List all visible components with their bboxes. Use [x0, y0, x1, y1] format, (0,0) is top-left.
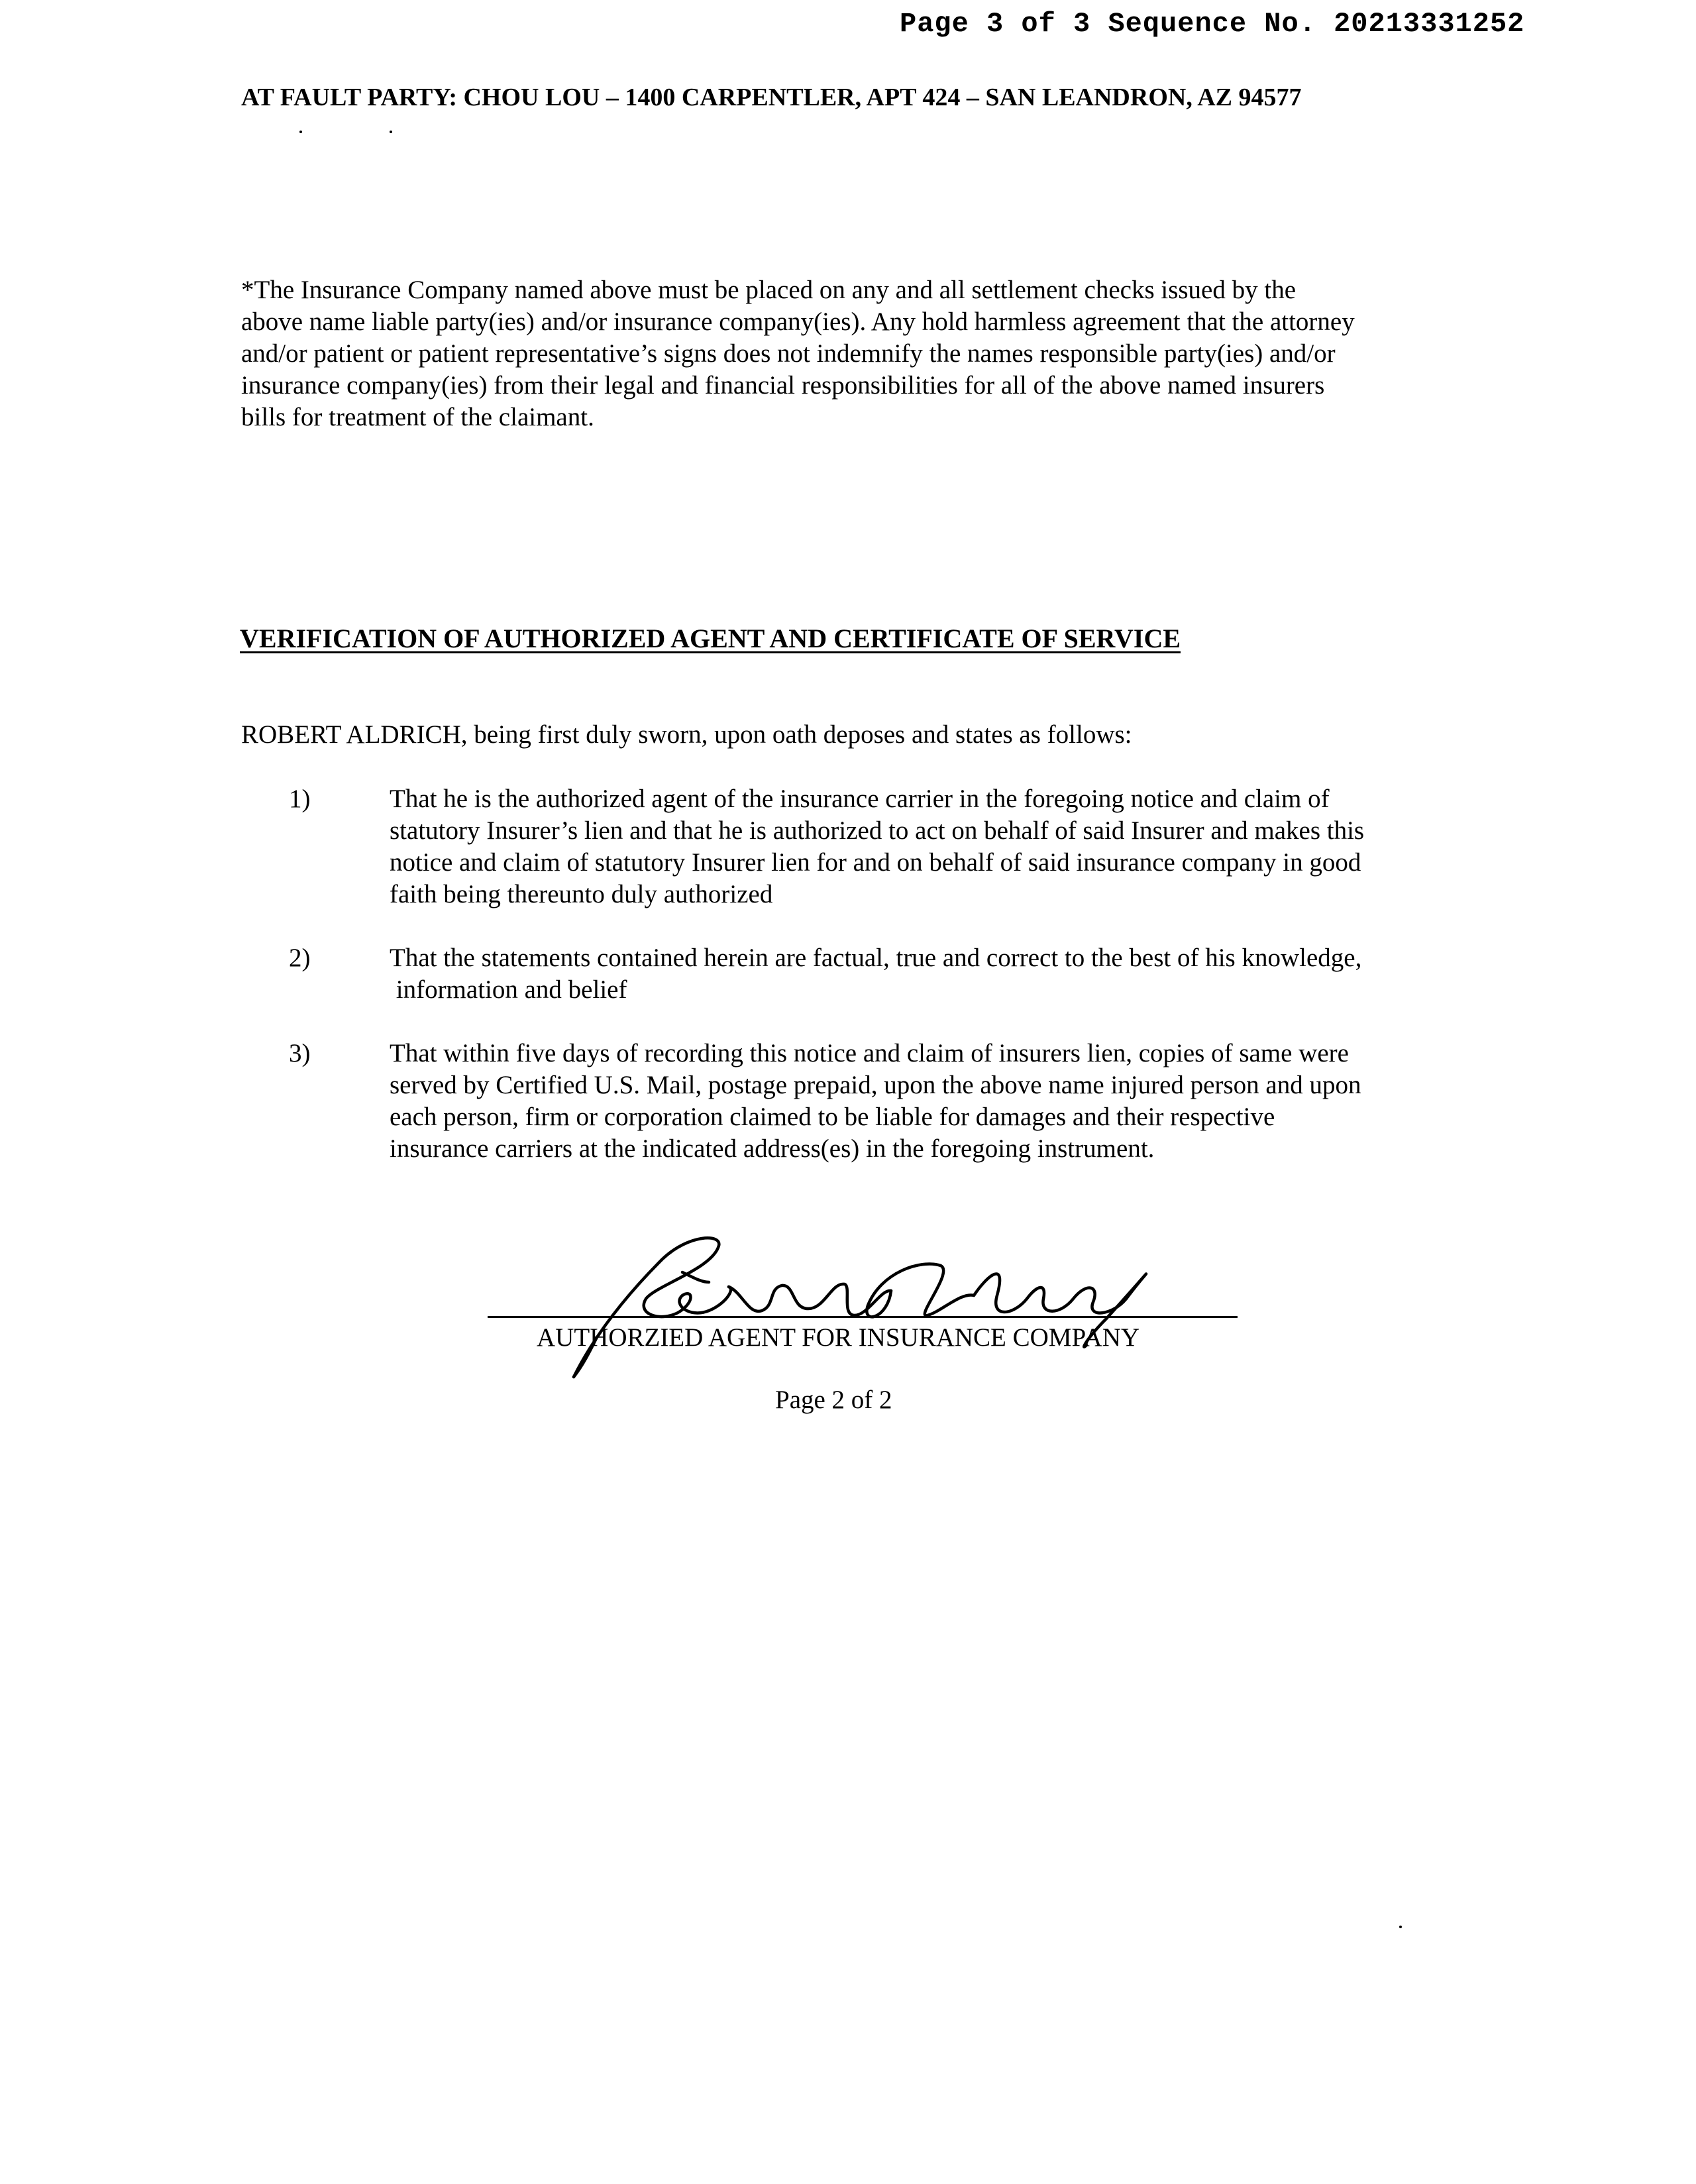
disclaimer-line: and/or patient or patient representative’s signs does not indemnify the names responsible party(ies) and/or — [241, 339, 1336, 368]
page-number: Page 2 of 2 — [775, 1386, 892, 1414]
signature-caption: AUTHORZIED AGENT FOR INSURANCE COMPANY — [537, 1323, 1140, 1352]
item-number: 2) — [289, 944, 311, 972]
disclaimer-line: insurance company(ies) from their legal and financial responsibilities for all of the above named insurers — [241, 371, 1325, 400]
oath-statement: ROBERT ALDRICH, being first duly sworn, upon oath deposes and states as follows: — [241, 720, 1132, 749]
scan-speck — [1399, 1926, 1402, 1928]
disclaimer-line: *The Insurance Company named above must be placed on any and all settlement checks issued by the — [241, 276, 1297, 304]
item-line: each person, firm or corporation claimed to be liable for damages and their respective — [390, 1103, 1275, 1131]
item-number: 3) — [289, 1039, 311, 1067]
item-line: faith being thereunto duly authorized — [390, 880, 773, 908]
item-number: 1) — [289, 785, 311, 813]
verification-heading: VERIFICATION OF AUTHORIZED AGENT AND CERTIFICATE OF SERVICE — [240, 624, 1181, 653]
item-line: served by Certified U.S. Mail, postage prepaid, upon the above name injured person and upon — [390, 1071, 1361, 1099]
disclaimer-line: above name liable party(ies) and/or insurance company(ies). Any hold harmless agreement that the attorney — [241, 307, 1355, 336]
item-line: That the statements contained herein are factual, true and correct to the best of his knowledge, — [390, 944, 1362, 972]
at-fault-party-line: AT FAULT PARTY: CHOU LOU – 1400 CARPENTLER, APT 424 – SAN LEANDRON, AZ 94577 — [241, 83, 1302, 111]
item-line: That he is the authorized agent of the insurance carrier in the foregoing notice and claim of — [390, 785, 1330, 813]
item-line: insurance carriers at the indicated address(es) in the foregoing instrument. — [390, 1134, 1155, 1163]
item-line: notice and claim of statutory Insurer lien for and on behalf of said insurance company in good — [390, 848, 1361, 877]
item-line: information and belief — [390, 975, 627, 1004]
item-line: That within five days of recording this notice and claim of insurers lien, copies of same were — [390, 1039, 1349, 1067]
fax-header-stamp: Page 3 of 3 Sequence No. 20213331252 — [900, 8, 1525, 40]
item-line: statutory Insurer’s lien and that he is authorized to act on behalf of said Insurer and makes this — [390, 816, 1365, 845]
disclaimer-line: bills for treatment of the claimant. — [241, 403, 594, 431]
